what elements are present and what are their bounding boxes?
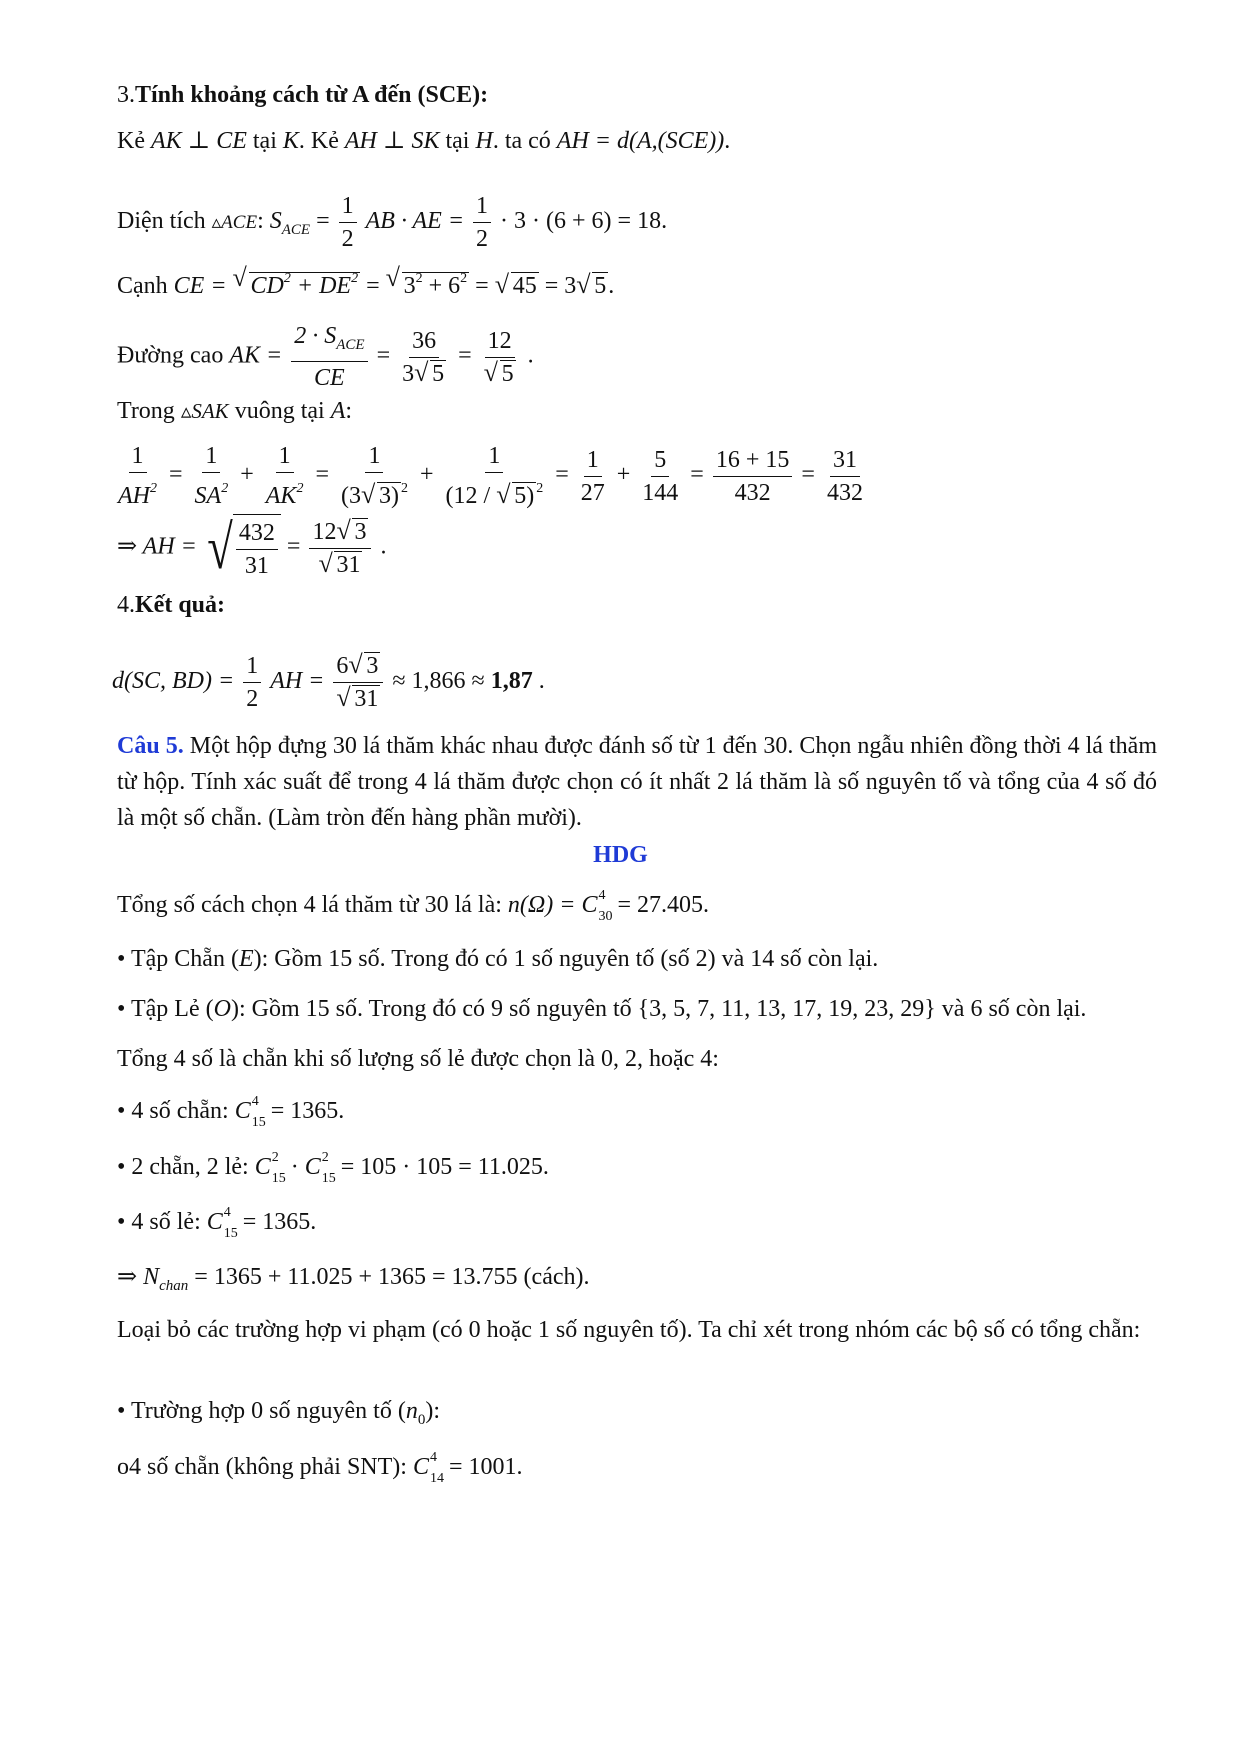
- math: · 3 · (6 + 6) = 18.: [500, 208, 668, 235]
- denominator: [399, 358, 449, 390]
- text: =: [376, 342, 391, 369]
- superscript: 4: [251, 1094, 259, 1109]
- numerator: 1: [584, 444, 602, 477]
- remove-paragraph: Loại bỏ các trường hợp vi phạm (có 0 hoặc 1 số nguyên tố). Ta chỉ xét trong nhóm các bộ số có tổng chẵn:: [117, 1317, 1141, 1343]
- numerator: 1: [339, 190, 357, 223]
- fraction: [192, 440, 232, 512]
- denominator: 432: [826, 479, 863, 506]
- math: (3: [340, 483, 361, 509]
- math: C: [581, 892, 598, 918]
- math: A: [330, 398, 346, 424]
- text: = 1365.: [270, 1098, 345, 1124]
- radicand: 3: [366, 653, 379, 679]
- text: =: [475, 273, 489, 299]
- text: (cách).: [517, 1264, 590, 1290]
- text: +: [419, 461, 434, 488]
- case-zero-prime: [117, 1396, 440, 1435]
- sqrt: [336, 683, 380, 715]
- fraction: [263, 440, 307, 512]
- case-four-even: [117, 1094, 345, 1130]
- numerator: 31: [830, 444, 860, 477]
- radicand: 5: [432, 360, 445, 387]
- radicand: 31: [354, 686, 379, 712]
- text: 2 chẵn, 2 lẻ:: [131, 1154, 255, 1180]
- denominator: 27: [580, 479, 605, 506]
- text: Trường hợp 0 số nguyên tố (: [130, 1398, 406, 1424]
- question-text: Một hộp đựng 30 lá thăm khác nhau được đánh số từ 1 đến 30. Chọn ngẫu nhiên đồng thời 4 lá thăm từ hộp. Tính xác suất để trong 4 lá thăm được chọn có ít nhất 2 lá thăm là số nguyên tố và tổng của 4 số đó là một số chẵn. (Làm tròn đến hàng phần mười).: [117, 733, 1157, 831]
- text: và 6 số còn lại.: [935, 996, 1087, 1022]
- denominator: [333, 683, 383, 715]
- text: = 105 · 105 = 11.025.: [340, 1154, 549, 1180]
- numerator: 1: [129, 440, 147, 473]
- ah-result-line: [117, 514, 386, 582]
- text: Tập Chẵn (: [130, 946, 239, 972]
- radicand: 3): [378, 483, 399, 509]
- sqrt: [233, 264, 361, 301]
- section-4-heading: [117, 590, 225, 620]
- sqrt: [203, 514, 281, 582]
- numerator: 5: [651, 444, 669, 477]
- ce-line: [117, 264, 614, 301]
- fraction: [333, 650, 383, 715]
- text: . ta có: [492, 128, 557, 154]
- superscript: 2: [296, 481, 304, 496]
- superscript: 2: [415, 271, 423, 286]
- text: = 27.405.: [617, 892, 710, 918]
- text: =: [286, 533, 301, 560]
- fraction: [115, 440, 160, 512]
- subscript: 30: [598, 909, 613, 924]
- math: n: [405, 1398, 418, 1424]
- superscript: 4: [598, 888, 606, 903]
- numerator: [309, 516, 371, 549]
- construction-line: [117, 126, 730, 156]
- text: = 3: [544, 273, 577, 299]
- text: Diện tích: [117, 208, 212, 235]
- math: C: [304, 1154, 321, 1180]
- math: K: [282, 128, 299, 154]
- text: .: [724, 128, 731, 154]
- text: Kẻ: [117, 128, 151, 154]
- subscript: 0: [417, 1412, 426, 1428]
- denominator: [263, 473, 307, 512]
- denominator: [115, 473, 160, 512]
- text: Tập Lẻ (: [130, 996, 214, 1022]
- sqrt: [576, 271, 608, 301]
- denominator: [481, 358, 519, 390]
- numerator: 1: [365, 440, 383, 473]
- sqrt: [496, 480, 536, 512]
- section-number: 3.: [117, 82, 135, 108]
- text: ): Gồm 15 số. Trong đó có 9 số nguyên tố: [230, 996, 638, 1022]
- pythagoras-equation: [112, 440, 869, 512]
- text: Tổng số cách chọn 4 lá thăm từ 30 lá là:: [117, 892, 508, 918]
- superscript: 2: [321, 1150, 329, 1165]
- sqrt: [336, 516, 368, 548]
- math: CE =: [173, 273, 227, 299]
- math: 2 · S: [294, 323, 337, 349]
- math: (12 /: [445, 483, 497, 509]
- superscript: 2: [536, 481, 544, 496]
- math: AB · AE =: [365, 208, 465, 235]
- binomial: [304, 1150, 336, 1186]
- superscript: 2: [221, 481, 229, 496]
- text: =: [801, 461, 815, 488]
- text: :: [345, 398, 353, 424]
- fraction: [639, 444, 681, 509]
- math: C: [206, 1209, 223, 1235]
- sqrt: [414, 358, 446, 390]
- math: d(SC, BD) =: [112, 668, 235, 695]
- odd-set-line: [117, 994, 1086, 1024]
- numerator: 12: [485, 325, 515, 358]
- math: n(Ω) =: [507, 892, 576, 918]
- total-line: [117, 888, 710, 924]
- subscript: 15: [271, 1171, 286, 1186]
- sqrt: [318, 549, 362, 581]
- even-set-line: [117, 944, 878, 974]
- text: tại: [439, 128, 476, 154]
- binomial: [581, 888, 613, 924]
- radicand: [402, 272, 470, 299]
- case-four-odd: [117, 1205, 317, 1241]
- subscript: 15: [321, 1171, 336, 1186]
- superscript: 2: [460, 271, 468, 286]
- text: . Kẻ: [298, 128, 345, 154]
- text: .: [527, 342, 534, 369]
- text: Trong: [117, 398, 181, 424]
- text: Cạnh: [117, 273, 174, 299]
- numerator: 16 + 15: [713, 444, 793, 477]
- case-two-two: [117, 1150, 549, 1186]
- math: 3: [403, 273, 416, 299]
- subscript: ACE: [281, 222, 311, 239]
- superscript: 2: [283, 271, 291, 286]
- math: AH =: [270, 668, 325, 695]
- text: =: [315, 461, 329, 488]
- fraction-half: [243, 650, 261, 715]
- denominator: 432: [734, 479, 771, 506]
- binomial: [234, 1094, 266, 1130]
- radical-sign: √: [207, 514, 233, 582]
- denominator: CE: [314, 365, 345, 391]
- text: =: [690, 461, 704, 488]
- math: = 1365 + 11.025 + 1365 = 13.755: [188, 1264, 518, 1290]
- fraction: [399, 325, 449, 390]
- math: AK: [265, 483, 297, 509]
- math: SA: [194, 483, 222, 509]
- math: {3, 5, 7, 11, 13, 17, 19, 23, 29}: [637, 996, 936, 1022]
- text: =: [555, 461, 569, 488]
- denominator: 2: [341, 226, 354, 252]
- section-title: Kết quả:: [135, 592, 225, 618]
- fraction-half: [473, 190, 491, 255]
- area-line: [117, 190, 667, 255]
- denominator: 144: [642, 479, 679, 506]
- four-even-nonprime: [117, 1450, 523, 1486]
- text: .: [608, 273, 615, 299]
- radicand: 5): [514, 483, 535, 509]
- radicand: [249, 272, 361, 299]
- denominator: 31: [244, 553, 269, 579]
- numerator: 1: [243, 650, 261, 683]
- math: O: [213, 996, 231, 1022]
- radicand: 45: [512, 273, 537, 299]
- math: AH = d(A,(SCE)): [556, 128, 725, 154]
- sum-line: Tổng 4 số là chẵn khi số lượng số lẻ được chọn là 0, 2, hoặc 4:: [117, 1046, 719, 1072]
- text: ·: [290, 1154, 299, 1180]
- math: S: [269, 208, 282, 235]
- ak-line: [117, 320, 534, 394]
- math: AH: [118, 483, 150, 509]
- text: +: [240, 461, 254, 488]
- numerator: 1: [485, 440, 503, 473]
- text: ): Gồm 15 số. Trong đó có 1 số nguyên tố (số 2) và 14 số còn lại.: [253, 946, 879, 972]
- text: =: [316, 208, 330, 235]
- math: 6: [336, 653, 349, 679]
- fraction: [236, 517, 278, 582]
- text: 4 số lẻ:: [131, 1209, 207, 1235]
- fraction: [291, 320, 367, 394]
- numerator: 1: [473, 190, 491, 223]
- math: ⇒ N: [117, 1264, 160, 1290]
- fraction: [578, 444, 608, 509]
- denominator: 2: [476, 226, 489, 252]
- section-title: Tính khoảng cách từ A đến (SCE):: [135, 82, 489, 108]
- denominator: [192, 473, 232, 512]
- sqrt: [495, 271, 539, 301]
- hdg-heading: HDG: [593, 842, 648, 868]
- math: + DE: [290, 273, 352, 299]
- text: =: [366, 273, 380, 299]
- radicand: 5: [594, 273, 607, 299]
- denominator: [443, 473, 547, 512]
- text: ):: [425, 1398, 441, 1424]
- fraction: [824, 444, 866, 509]
- subscript: ACE: [336, 337, 365, 353]
- superscript: 2: [351, 271, 359, 286]
- distance-result-line: [112, 650, 545, 715]
- fraction: [713, 444, 793, 509]
- math: 12: [312, 518, 337, 545]
- superscript: 2: [150, 481, 157, 496]
- math: E: [238, 946, 254, 972]
- fraction: [481, 325, 519, 390]
- text: = 1365.: [242, 1209, 317, 1235]
- superscript: 4: [223, 1205, 231, 1220]
- math: C: [254, 1154, 271, 1180]
- numerator: [291, 320, 367, 362]
- section-number: 4.: [117, 592, 135, 618]
- superscript: 4: [429, 1450, 437, 1465]
- text: vuông tại: [228, 398, 331, 424]
- question-label: Câu 5.: [117, 733, 184, 759]
- math: AK =: [229, 342, 283, 369]
- math: ⇒ AH =: [117, 533, 197, 560]
- triangle-symbol: ▵SAK: [180, 399, 229, 423]
- denominator: 2: [246, 686, 259, 712]
- triangle-symbol: ▵ACE: [211, 212, 258, 234]
- numerator: 36: [409, 325, 439, 358]
- sqrt: [361, 480, 401, 512]
- text: 4 số chẵn:: [131, 1098, 235, 1124]
- n-chan-line: [117, 1262, 590, 1301]
- math: AH ⊥ SK: [344, 128, 440, 154]
- radicand: [233, 514, 281, 582]
- text: .: [532, 668, 545, 695]
- sqrt: [348, 650, 380, 682]
- radicand: 3: [354, 518, 367, 545]
- math: H: [475, 128, 493, 154]
- text: Đường cao: [117, 342, 230, 369]
- numerator: 1: [276, 440, 294, 473]
- text: o4 số chẵn (không phải SNT):: [117, 1454, 413, 1480]
- binomial: [254, 1150, 286, 1186]
- radicand: 31: [336, 551, 361, 578]
- subscript: chan: [159, 1278, 189, 1294]
- math: C: [234, 1098, 251, 1124]
- final-answer: 1,87: [490, 668, 533, 695]
- question-5: [117, 728, 1157, 836]
- subscript: 14: [429, 1471, 444, 1486]
- radicand: 5: [501, 360, 514, 387]
- text: =: [458, 342, 472, 369]
- sak-line: [117, 396, 352, 426]
- binomial: [206, 1205, 238, 1241]
- text: :: [257, 208, 264, 235]
- math: AK ⊥ CE: [150, 128, 247, 154]
- subscript: 15: [251, 1115, 266, 1130]
- superscript: 2: [400, 481, 408, 496]
- sqrt: [484, 358, 516, 390]
- superscript: 2: [271, 1150, 279, 1165]
- text: .: [380, 533, 387, 560]
- numerator: 1: [202, 440, 220, 473]
- math: C: [412, 1454, 429, 1480]
- math: + 6: [422, 273, 461, 299]
- binomial: [412, 1450, 444, 1486]
- fraction: [309, 516, 371, 581]
- numerator: [333, 650, 383, 683]
- section-3-heading: [117, 80, 488, 110]
- text: +: [616, 461, 631, 488]
- fraction-half: [339, 190, 357, 255]
- math: 3: [402, 360, 415, 387]
- numerator: 432: [236, 517, 278, 550]
- text: tại: [246, 128, 283, 154]
- fraction: [338, 440, 411, 512]
- math: ≈ 1,866 ≈: [392, 668, 491, 695]
- fraction: [443, 440, 547, 512]
- denominator: [315, 549, 365, 581]
- text: =: [169, 461, 183, 488]
- denominator: [338, 473, 411, 512]
- math: CD: [250, 273, 284, 299]
- sqrt: [386, 264, 470, 301]
- text: = 1001.: [448, 1454, 523, 1480]
- subscript: 15: [223, 1226, 238, 1241]
